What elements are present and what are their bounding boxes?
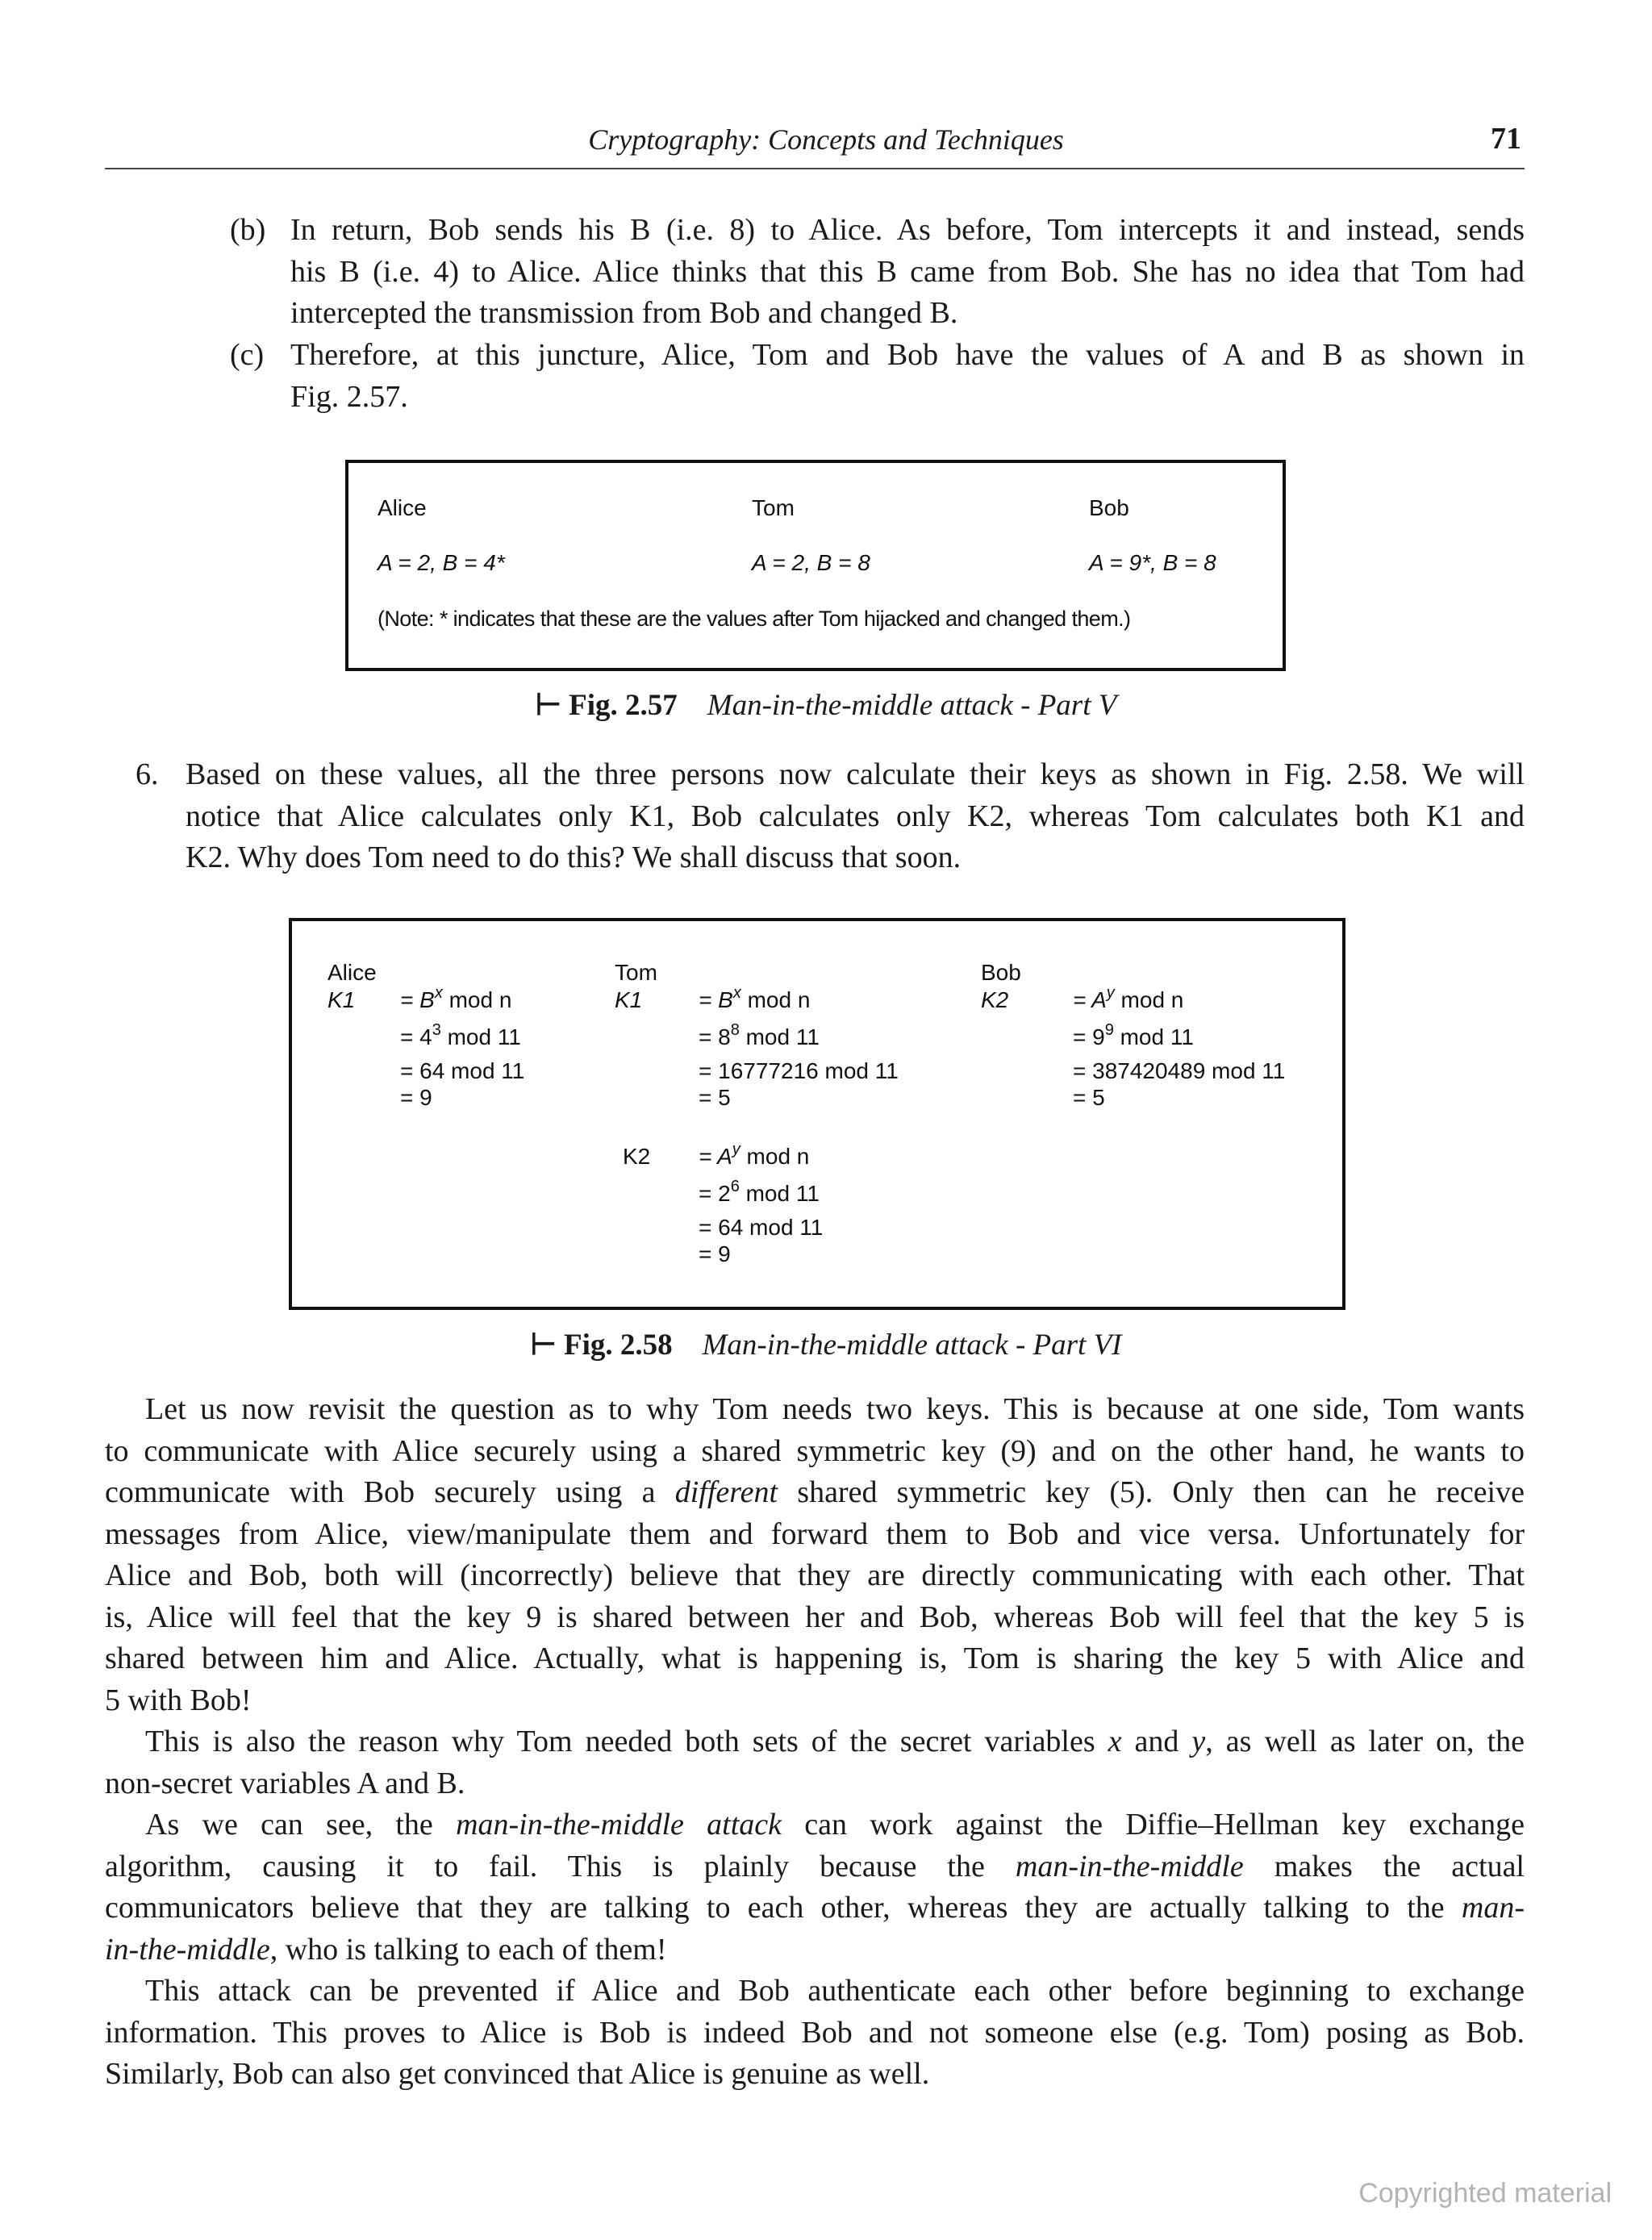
para1-line-5: Alice and Bob, both will (incorrectly) believe that they are directly communicating with each other. That <box>105 1558 1525 1592</box>
list-marker-6: 6. <box>136 757 159 791</box>
paragraph-1 <box>105 1389 1525 1721</box>
fig58-tom-name: Tom <box>615 960 657 985</box>
fig57-value-tom: A = 2, B = 8 <box>752 550 870 575</box>
page-number: 71 <box>1491 122 1521 156</box>
list-item-b <box>230 210 1525 339</box>
fig58-alice-key: K1 <box>327 987 356 1012</box>
para2-line-1: This is also the reason why Tom needed both sets of the secret variables x and y, as well as later on, the <box>145 1725 1525 1758</box>
caption-mark-icon: ⊢ <box>535 688 561 721</box>
list-item-c <box>230 335 1525 423</box>
paragraph-2 <box>105 1721 1525 1804</box>
para1-line-3: communicate with Bob securely using a different shared symmetric key (5). Only then can he receive <box>105 1475 1525 1509</box>
fig57-caption-label: Fig. 2.57 <box>569 689 678 722</box>
fig58-caption-label: Fig. 2.58 <box>563 1329 673 1362</box>
caption-mark-icon: ⊢ <box>530 1328 557 1361</box>
fig58-alice-line-2: = $4^3$ mod 11 <box>400 1021 521 1049</box>
fig58-alice-line-4: = 9 <box>400 1085 432 1110</box>
fig57-header-alice: Alice <box>378 495 427 520</box>
fig57-value-alice: A = 2, B = 4* <box>378 550 505 575</box>
fig58-tom-line-3: = 16777216 mod 11 <box>699 1058 899 1083</box>
fig57-header-bob: Bob <box>1089 495 1129 520</box>
fig57-caption-title: Man-in-the-middle attack - Part V <box>707 689 1117 722</box>
list-b-line-3: intercepted the transmission from Bob and changed B. <box>290 296 958 330</box>
fig58-tom-line-4: = 5 <box>699 1085 731 1110</box>
figure-2-58-box <box>289 918 1345 1310</box>
fig58-tom-k2-line-1: = $A^y$ mod n <box>699 1141 810 1169</box>
fig58-alice-line-3: = 64 mod 11 <box>400 1058 525 1083</box>
para3-line-2: algorithm, causing it to fail. This is plainly because the man-in-the-middle makes the actual <box>105 1849 1525 1883</box>
para1-line-6: is, Alice will feel that the key 9 is shared between her and Bob, whereas Bob will feel that the key 5 is <box>105 1600 1525 1634</box>
fig58-bob-line-1: = $A^y$ mod n <box>1073 984 1184 1012</box>
fig58-tom-k2-line-3: = 64 mod 11 <box>699 1215 824 1240</box>
fig58-bob-line-4: = 5 <box>1073 1085 1105 1110</box>
fig58-tom-key2: K2 <box>623 1144 651 1169</box>
list-marker-b: (b) <box>230 213 266 247</box>
fig57-header-tom: Tom <box>752 495 795 520</box>
para1-line-4: messages from Alice, view/manipulate them and forward them to Bob and vice versa. Unfortunately for <box>105 1516 1525 1551</box>
fig58-tom-line-2: = $8^8$ mod 11 <box>699 1021 820 1049</box>
fig58-tom-k2-line-4: = 9 <box>699 1241 731 1266</box>
running-header-title: Cryptography: Concepts and Techniques <box>588 123 1064 156</box>
header-rule <box>105 168 1525 169</box>
fig58-alice-line-1: = $B^x$ mod n <box>400 984 512 1012</box>
fig57-note: (Note: * indicates that these are the values after Tom hijacked and changed them.) <box>378 607 1131 631</box>
list-c-line-2: Fig. 2.57. <box>290 379 408 414</box>
fig58-tom-k2-line-2: = $2^6$ mod 11 <box>699 1178 820 1206</box>
copyright-watermark: Copyrighted material <box>1358 2178 1612 2209</box>
para1-line-7: shared between him and Alice. Actually, what is happening is, Tom is sharing the key 5 with Alice and <box>105 1641 1525 1675</box>
para1-line-8: 5 with Bob! <box>105 1683 252 1717</box>
fig58-bob-line-2: = $9^9$ mod 11 <box>1073 1021 1194 1049</box>
step6-line-3: K2. Why does Tom need to do this? We shall discuss that soon. <box>186 841 962 874</box>
para3-line-4: in-the-middle, who is talking to each of them! <box>105 1932 667 1967</box>
para4-line-2: information. This proves to Alice is Bob is indeed Bob and not someone else (e.g. Tom) posing as Bob. <box>105 2015 1525 2050</box>
list-b-line-1: In return, Bob sends his B (i.e. 8) to Alice. As before, Tom intercepts it and instead, sends <box>290 213 1525 247</box>
fig58-tom-key1: K1 <box>615 987 643 1012</box>
para4-line-1: This attack can be prevented if Alice and Bob authenticate each other before beginning to exchange <box>145 1974 1525 2008</box>
para3-line-1: As we can see, the man-in-the-middle attack can work against the Diffie–Hellman key exchange <box>145 1808 1525 1842</box>
para3-line-3: communicators believe that they are talking to each other, whereas they are actually talking to the man- <box>105 1891 1525 1925</box>
list-item-6 <box>136 754 1525 883</box>
figure-2-57-caption <box>0 687 1652 723</box>
fig58-tom-line-1: = $B^x$ mod n <box>699 984 811 1012</box>
para1-line-2: to communicate with Alice securely using a shared symmetric key (9) and on the other hand, he wants to <box>105 1433 1525 1468</box>
list-b-line-2: his B (i.e. 4) to Alice. Alice thinks that this B came from Bob. She has no idea that Tom had <box>290 254 1525 289</box>
fig58-alice-name: Alice <box>327 960 377 985</box>
para2-line-2: non-secret variables A and B. <box>105 1766 465 1800</box>
fig58-bob-key: K2 <box>981 987 1009 1012</box>
step6-line-1: Based on these values, all the three persons now calculate their keys as shown in Fig. 2.58. We will <box>186 757 1525 791</box>
fig58-caption-title: Man-in-the-middle attack - Part VI <box>702 1329 1122 1362</box>
fig57-value-bob: A = 9*, B = 8 <box>1089 550 1216 575</box>
figure-2-58-caption <box>0 1327 1652 1362</box>
paragraph-4 <box>105 1971 1525 2096</box>
fig58-bob-line-3: = 387420489 mod 11 <box>1073 1058 1286 1083</box>
step6-line-2: notice that Alice calculates only K1, Bob calculates only K2, whereas Tom calculates both K1 and <box>186 799 1525 833</box>
fig58-bob-name: Bob <box>981 960 1021 985</box>
figure-2-57-box <box>345 460 1286 671</box>
para4-line-3: Similarly, Bob can also get convinced that Alice is genuine as well. <box>105 2057 930 2091</box>
paragraph-3 <box>105 1804 1525 1971</box>
list-marker-c: (c) <box>230 338 265 372</box>
list-c-line-1: Therefore, at this juncture, Alice, Tom and Bob have the values of A and B as shown in <box>290 338 1525 372</box>
para1-line-1: Let us now revisit the question as to why Tom needs two keys. This is because at one side, Tom wants <box>145 1392 1525 1426</box>
